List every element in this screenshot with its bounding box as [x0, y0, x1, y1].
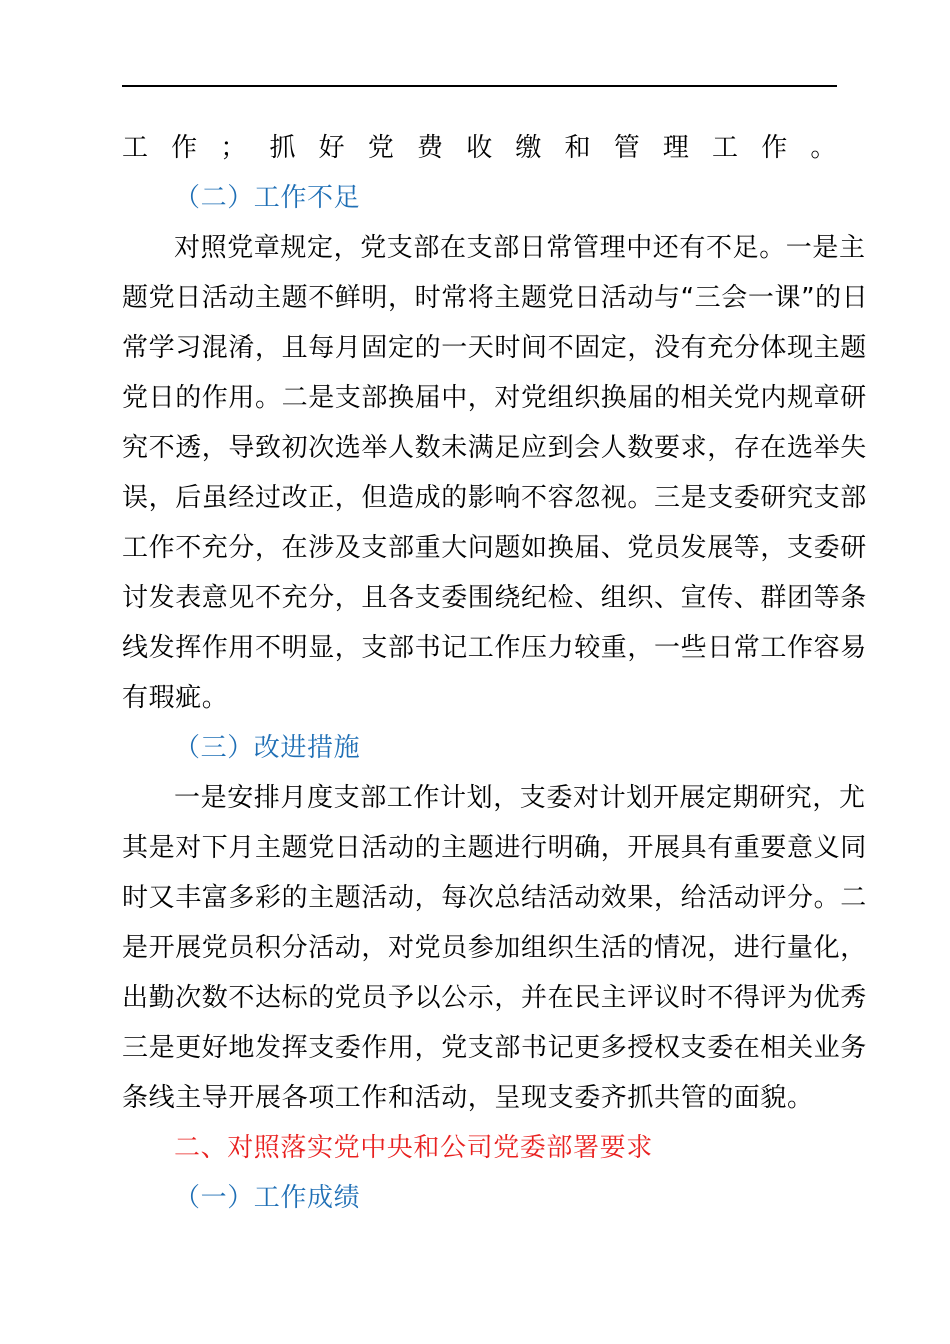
document-body — [122, 123, 869, 1223]
body-line: 党日的作用。二是支部换届中，对党组织换届的相关党内规章研 — [122, 383, 867, 413]
header-rule — [122, 85, 837, 87]
body-line: 条线主导开展各项工作和活动，呈现支委齐抓共管的面貌。 — [122, 1083, 814, 1113]
body-line: 究不透，导致初次选举人数未满足应到会人数要求，存在选举失 — [122, 433, 867, 463]
body-line: 是开展党员积分活动，对党员参加组织生活的情况，进行量化， — [122, 933, 867, 963]
body-line: 一是安排月度支部工作计划，支委对计划开展定期研究，尤 — [174, 783, 866, 813]
body-line: 有瑕疵。 — [122, 683, 229, 713]
body-line: 三是更好地发挥支委作用，党支部书记更多授权支委在相关业务 — [122, 1033, 867, 1063]
body-line: 讨发表意见不充分，且各支委围绕纪检、组织、宣传、群团等条 — [122, 583, 867, 613]
body-line: 工作；抓好党费收缴和管理工作。 — [122, 133, 837, 163]
body-line: 线发挥作用不明显，支部书记工作压力较重，一些日常工作容易 — [122, 633, 867, 663]
body-line: 时又丰富多彩的主题活动，每次总结活动效果，给活动评分。二 — [122, 883, 867, 913]
body-line: 工作不充分，在涉及支部重大问题如换届、党员发展等，支委研 — [122, 533, 867, 563]
body-line: 其是对下月主题党日活动的主题进行明确，开展具有重要意义同 — [122, 833, 867, 863]
body-line: 常学习混淆，且每月固定的一天时间不固定，没有充分体现主题 — [122, 333, 867, 363]
section-heading-improvements: （三）改进措施 — [174, 733, 361, 763]
body-line: 题党日活动主题不鲜明，时常将主题党日活动与“三会一课”的日 — [122, 283, 869, 313]
body-line: 误，后虽经过改正，但造成的影响不容忽视。三是支委研究支部 — [122, 483, 867, 513]
body-line: 出勤次数不达标的党员予以公示，并在民主评议时不得评为优秀 — [122, 983, 867, 1013]
body-line: 对照党章规定，党支部在支部日常管理中还有不足。一是主 — [174, 233, 866, 263]
chapter-heading: 二、对照落实党中央和公司党委部署要求 — [174, 1133, 653, 1163]
section-heading-shortcomings: （二）工作不足 — [174, 183, 361, 213]
section-heading-achievements: （一）工作成绩 — [174, 1183, 361, 1213]
